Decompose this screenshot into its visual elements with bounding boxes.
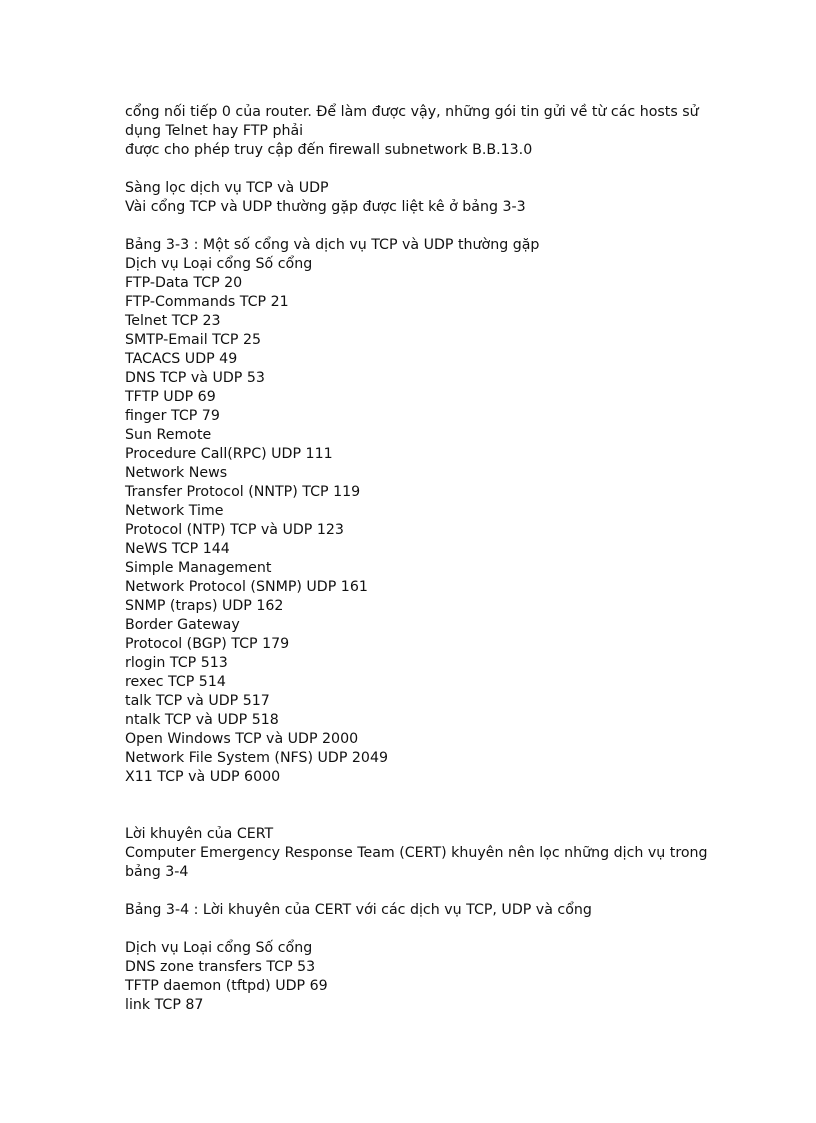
table-row: Network Time bbox=[125, 503, 224, 519]
table-row: ntalk TCP và UDP 518 bbox=[125, 712, 279, 728]
table-row: Network News bbox=[125, 465, 228, 481]
table-row: Simple Management bbox=[125, 560, 272, 576]
table-row: DNS TCP và UDP 53 bbox=[125, 370, 265, 386]
table-row: link TCP 87 bbox=[125, 997, 204, 1013]
table-header: Dịch vụ Loại cổng Số cổng bbox=[125, 940, 313, 956]
table-row: NeWS TCP 144 bbox=[125, 541, 230, 557]
document-page bbox=[125, 103, 745, 1015]
table-row: Network File System (NFS) UDP 2049 bbox=[125, 750, 389, 766]
section-text: Vài cổng TCP và UDP thường gặp được liệt kê ở bảng 3-3 bbox=[125, 199, 526, 215]
section-heading: Lời khuyên của CERT bbox=[125, 826, 274, 842]
table-row: Telnet TCP 23 bbox=[125, 313, 221, 329]
intro-line: dụng Telnet hay FTP phải bbox=[125, 123, 304, 139]
table-header: Dịch vụ Loại cổng Số cổng bbox=[125, 256, 313, 272]
table-row: SMTP-Email TCP 25 bbox=[125, 332, 262, 348]
section-text: Computer Emergency Response Team (CERT) khuyên nên lọc những dịch vụ trong bbox=[125, 845, 708, 861]
table-3-4 bbox=[125, 901, 745, 1015]
table-row: Open Windows TCP và UDP 2000 bbox=[125, 731, 359, 747]
table-row: Protocol (BGP) TCP 179 bbox=[125, 636, 290, 652]
table-caption: Bảng 3-3 : Một số cổng và dịch vụ TCP và UDP thường gặp bbox=[125, 237, 540, 253]
spacer bbox=[125, 806, 745, 825]
table-row: Transfer Protocol (NNTP) TCP 119 bbox=[125, 484, 361, 500]
table-row: finger TCP 79 bbox=[125, 408, 220, 424]
spacer bbox=[125, 160, 745, 179]
table-row: SNMP (traps) UDP 162 bbox=[125, 598, 284, 614]
table-row: FTP-Data TCP 20 bbox=[125, 275, 243, 291]
intro-line: cổng nối tiếp 0 của router. Để làm được vậy, những gói tin gửi về từ các hosts sử bbox=[125, 104, 699, 120]
table-row: Border Gateway bbox=[125, 617, 240, 633]
intro-paragraph bbox=[125, 103, 745, 160]
table-row: FTP-Commands TCP 21 bbox=[125, 294, 289, 310]
section-text: bảng 3-4 bbox=[125, 864, 189, 880]
table-row: Protocol (NTP) TCP và UDP 123 bbox=[125, 522, 344, 538]
section-cert-advice bbox=[125, 825, 745, 882]
table-row: X11 TCP và UDP 6000 bbox=[125, 769, 281, 785]
table-row: talk TCP và UDP 517 bbox=[125, 693, 270, 709]
section-heading: Sàng lọc dịch vụ TCP và UDP bbox=[125, 180, 329, 196]
table-row: DNS zone transfers TCP 53 bbox=[125, 959, 316, 975]
spacer bbox=[125, 217, 745, 236]
section-tcp-udp-filtering bbox=[125, 179, 745, 217]
table-row: TACACS UDP 49 bbox=[125, 351, 238, 367]
table-row: Procedure Call(RPC) UDP 111 bbox=[125, 446, 333, 462]
spacer bbox=[125, 920, 745, 939]
table-row: rlogin TCP 513 bbox=[125, 655, 228, 671]
table-row: Network Protocol (SNMP) UDP 161 bbox=[125, 579, 368, 595]
spacer bbox=[125, 787, 745, 806]
table-row: Sun Remote bbox=[125, 427, 212, 443]
table-row: rexec TCP 514 bbox=[125, 674, 226, 690]
table-row: TFTP UDP 69 bbox=[125, 389, 216, 405]
table-row: TFTP daemon (tftpd) UDP 69 bbox=[125, 978, 328, 994]
intro-line: được cho phép truy cập đến firewall subnetwork B.B.13.0 bbox=[125, 142, 533, 158]
spacer bbox=[125, 882, 745, 901]
table-3-3 bbox=[125, 236, 745, 787]
table-caption: Bảng 3-4 : Lời khuyên của CERT với các dịch vụ TCP, UDP và cổng bbox=[125, 902, 592, 918]
